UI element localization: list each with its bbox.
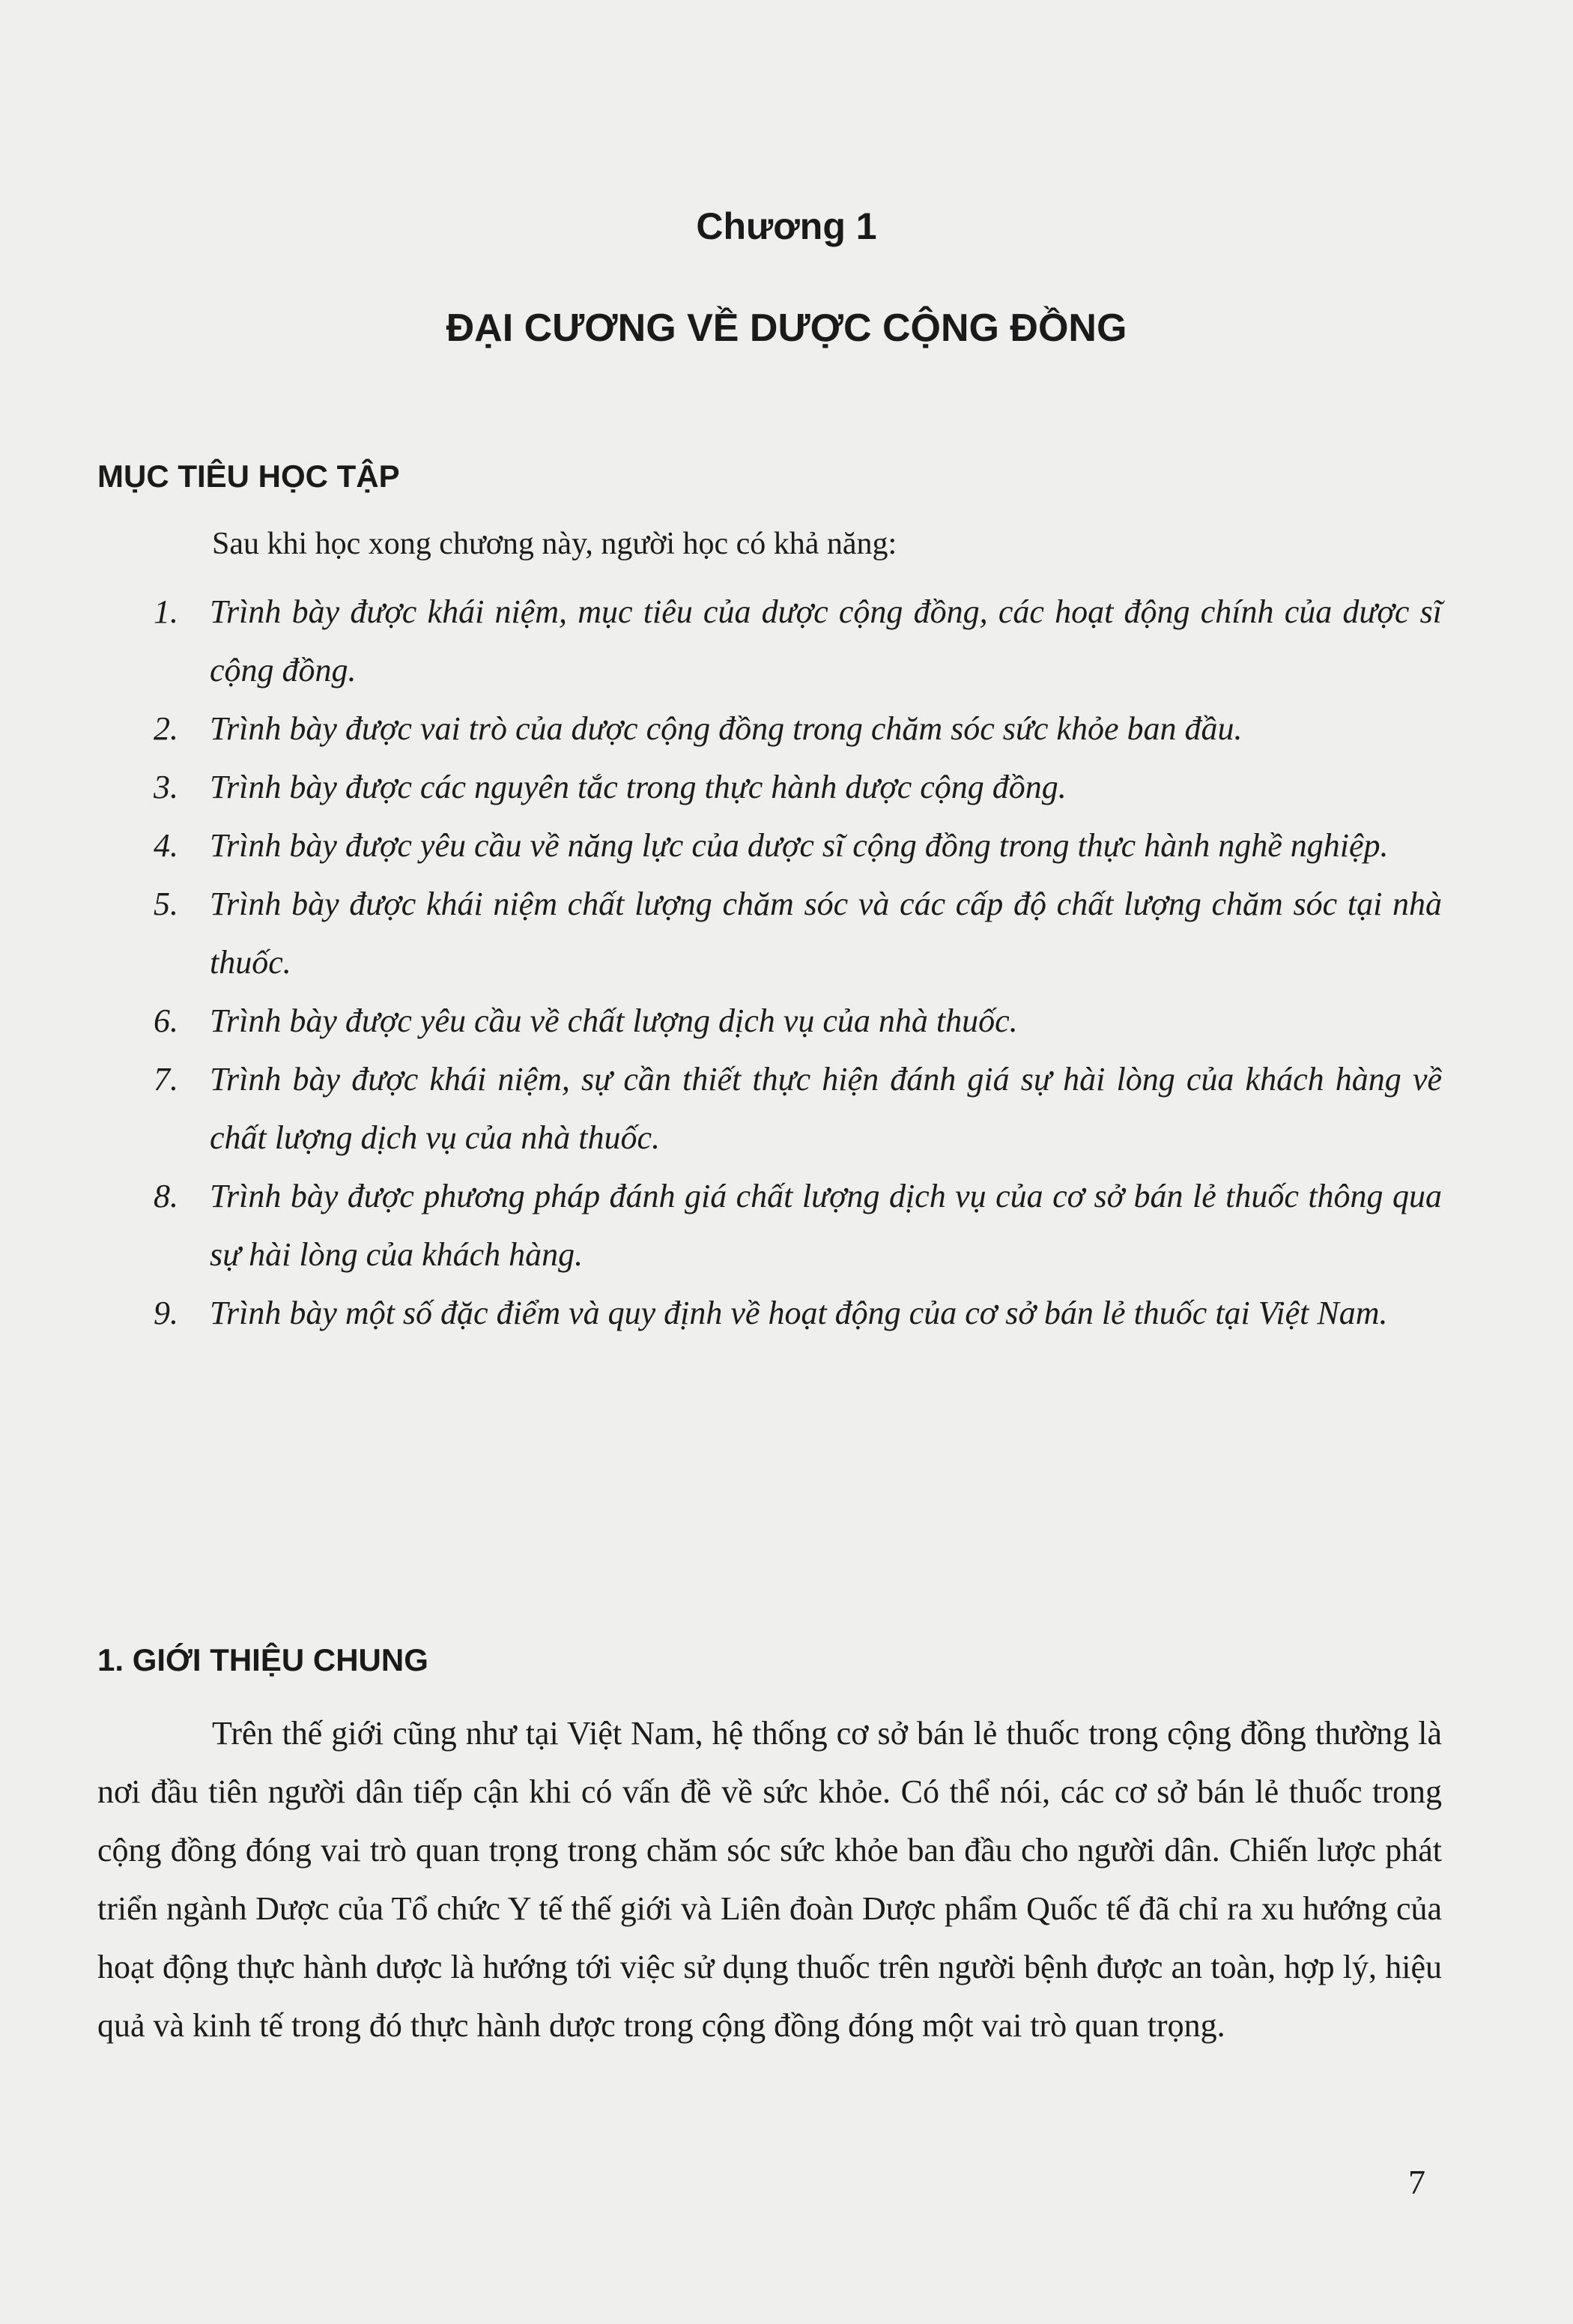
objective-item — [97, 875, 1442, 992]
objective-item — [97, 583, 1442, 700]
page-number: 7 — [1408, 2163, 1425, 2201]
objective-item — [97, 1167, 1442, 1284]
objective-text: Trình bày được yêu cầu về năng lực của dược sĩ cộng đồng trong thực hành nghề nghiệp. — [210, 827, 1389, 864]
objective-text: Trình bày được khái niệm chất lượng chăm sóc và các cấp độ chất lượng chăm sóc tại nhà thuốc. — [210, 886, 1442, 981]
objective-number: 4. — [154, 827, 178, 864]
objective-item — [97, 1050, 1442, 1167]
objective-text: Trình bày được yêu cầu về chất lượng dịch vụ của nhà thuốc. — [210, 1002, 1018, 1039]
objective-number: 8. — [154, 1178, 178, 1214]
objective-number: 5. — [154, 886, 178, 922]
objective-text: Trình bày được khái niệm, sự cần thiết thực hiện đánh giá sự hài lòng của khách hàng về chất lượng dịch vụ của nhà thuốc. — [210, 1061, 1442, 1156]
objective-number: 1. — [154, 593, 178, 630]
objective-number: 3. — [154, 769, 178, 805]
objectives-list — [97, 583, 1442, 1343]
objective-text: Trình bày một số đặc điểm và quy định về hoạt động của cơ sở bán lẻ thuốc tại Việt Nam. — [210, 1295, 1388, 1331]
objective-number: 7. — [154, 1061, 178, 1098]
objective-item — [97, 758, 1442, 817]
objective-number: 2. — [154, 710, 178, 747]
objectives-heading: MỤC TIÊU HỌC TẬP — [97, 459, 400, 494]
objective-text: Trình bày được khái niệm, mục tiêu của dược cộng đồng, các hoạt động chính của dược sĩ cộng đồng. — [210, 593, 1442, 689]
chapter-title: ĐẠI CƯƠNG VỀ DƯỢC CỘNG ĐỒNG — [446, 306, 1127, 350]
objective-item — [97, 1284, 1442, 1343]
objective-text: Trình bày được các nguyên tắc trong thực hành dược cộng đồng. — [210, 769, 1067, 805]
section-1-paragraph: Trên thế giới cũng như tại Việt Nam, hệ thống cơ sở bán lẻ thuốc trong cộng đồng thường là nơi đầu tiên người dân tiếp cận khi có vấn đề về sức khỏe. Có thể nói, các cơ sở bán lẻ thuốc trong cộng đồng đóng vai trò quan trọng trong chăm sóc sức khỏe ban đầu cho người dân. Chiến lược phát triển ngành Dược của Tổ chức Y tế thế giới và Liên đoàn Dược phẩm Quốc tế đã chỉ ra xu hướng của hoạt động thực hành dược là hướng tới việc sử dụng thuốc trên người bệnh được an toàn, hợp lý, hiệu quả và kinh tế trong đó thực hành dược trong cộng đồng đóng một vai trò quan trọng. — [97, 1715, 1442, 2044]
objective-item — [97, 992, 1442, 1050]
objective-number: 6. — [154, 1002, 178, 1039]
chapter-label: Chương 1 — [696, 205, 877, 247]
objectives-intro: Sau khi học xong chương này, người học có khả năng: — [212, 527, 897, 561]
section-1-heading: 1. GIỚI THIỆU CHUNG — [97, 1642, 428, 1677]
objective-item — [97, 817, 1442, 875]
objective-text: Trình bày được phương pháp đánh giá chất lượng dịch vụ của cơ sở bán lẻ thuốc thông qua sự hài lòng của khách hàng. — [210, 1178, 1442, 1273]
objective-number: 9. — [154, 1295, 178, 1331]
objective-item — [97, 700, 1442, 758]
objective-text: Trình bày được vai trò của dược cộng đồng trong chăm sóc sức khỏe ban đầu. — [210, 710, 1243, 747]
